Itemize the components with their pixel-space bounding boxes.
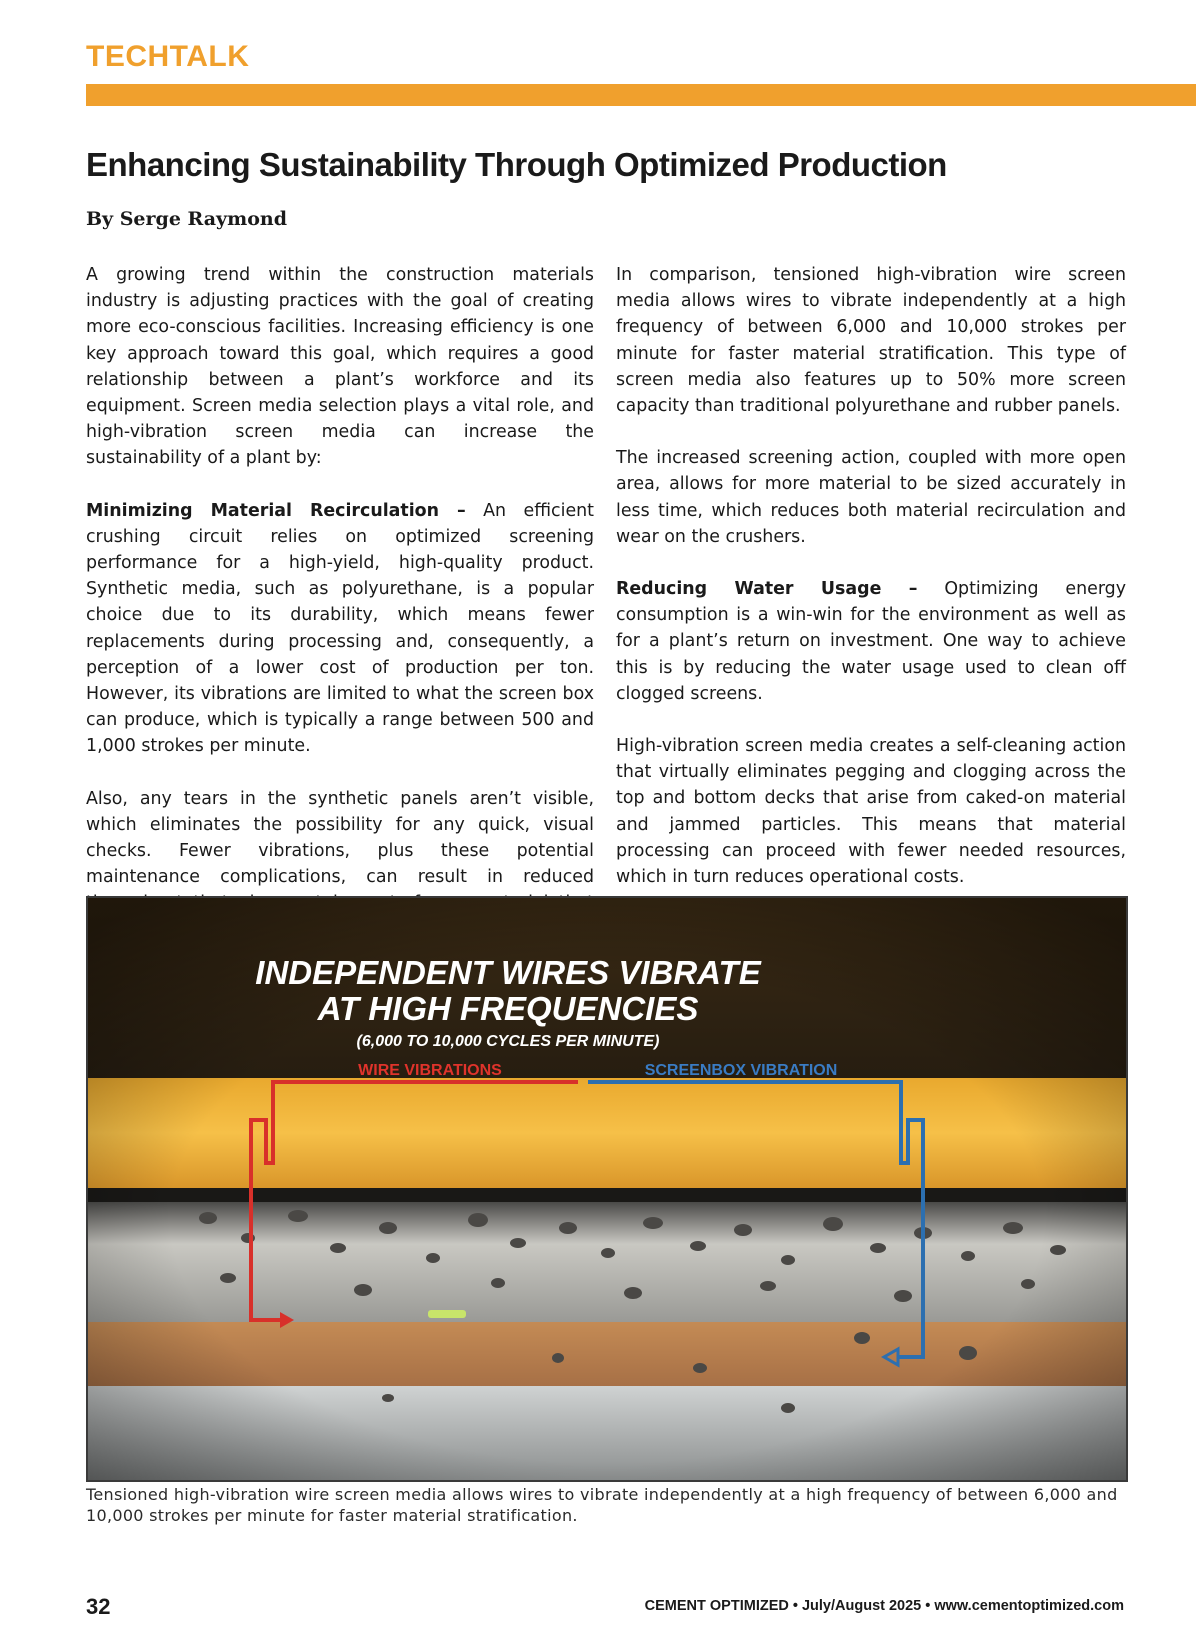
right-column: [616, 262, 1126, 916]
byline: By Serge Raymond: [86, 208, 287, 230]
label-screenbox-vibration: SCREENBOX VIBRATION: [644, 1062, 838, 1079]
figure-subhead: (6,000 TO 10,000 CYCLES PER MINUTE): [356, 1033, 660, 1050]
label-wire-vibrations: WIRE VIBRATIONS: [358, 1062, 502, 1079]
figure-illustration: [88, 898, 1126, 1480]
subhead-water-usage: Reducing Water Usage –: [616, 579, 918, 600]
left-paragraph-3: Also, any tears in the synthetic panels aren’t visible, which eliminates the possibility for any quick, visual checks. Fewer vibrations, plus these potential maintenance complications, can result in reduced: [86, 788, 594, 888]
left-paragraph-2-body: An efficient crushing circuit relies on optimized screening performance for a high-yield, high-quality product. Synthetic media, such as polyurethane, is a popular choice due to its durability, which means fewer replacements during processing and, consequently, a perception of a lower cost of production per ton. However, its vibrations are limited to what the screen box can produce, which is typically a range between 500 and 1,000 strokes per minute.: [86, 500, 594, 757]
figure-headline-2: AT HIGH FREQUENCIES: [317, 990, 699, 1027]
section-rule: [86, 84, 1196, 106]
right-paragraph-2: The increased screening action, coupled with more open area, allows for more material to be sized accurately in less time, which reduces both material recirculation and wear on the crushers.: [616, 448, 1126, 547]
figure-caption: Tensioned high-vibration wire screen media allows wires to vibrate independently at a high frequency of between 6,000 and 10,000 strokes per minute for faster material stratification.: [86, 1485, 1118, 1525]
left-column: [86, 262, 594, 969]
subhead-recirculation: Minimizing Material Recirculation –: [86, 500, 466, 521]
section-label: TECHTALK: [86, 40, 250, 73]
page-number: 32: [86, 1594, 111, 1619]
figure-photo: [86, 896, 1128, 1482]
right-paragraph-3: [616, 576, 1126, 707]
publication-footer: CEMENT OPTIMIZED • July/August 2025 • www.cementoptimized.com: [644, 1598, 1124, 1614]
left-paragraph-2: [86, 498, 594, 760]
right-paragraph-4: High-vibration screen media creates a self-cleaning action that virtually eliminates pegging and clogging across the top and bottom decks that arise from caked-on material and jammed particles. This means that material processing can proceed with fewer needed resources, which in turn reduces operational costs.: [616, 736, 1126, 888]
right-paragraph-3-body: Optimizing energy consumption is a win-win for the environment as well as for a plant’s return on investment. One way to achieve this is by reducing the water usage used to clean off clogged screens.: [616, 579, 1126, 704]
article-title: Enhancing Sustainability Through Optimized Production: [86, 146, 947, 183]
left-paragraph-1: A growing trend within the construction materials industry is adjusting practices with the goal of creating more eco-conscious facilities. Increasing efficiency is one key approach toward this goal, which requires a good relationship between a plant’s workforce and its equipment. Screen media selection plays a vital role, and high-vibration screen media can increase the sustainability of a plant by:: [86, 265, 594, 469]
right-paragraph-1: In comparison, tensioned high-vibration wire screen media allows wires to vibrate independently at a high frequency of between 6,000 and 10,000 strokes per minute for faster material stratification. This type of screen media also features up to 50% more screen capacity than traditional polyurethane and rubber panels.: [616, 265, 1126, 417]
figure-headline-1: INDEPENDENT WIRES VIBRATE: [255, 954, 761, 991]
